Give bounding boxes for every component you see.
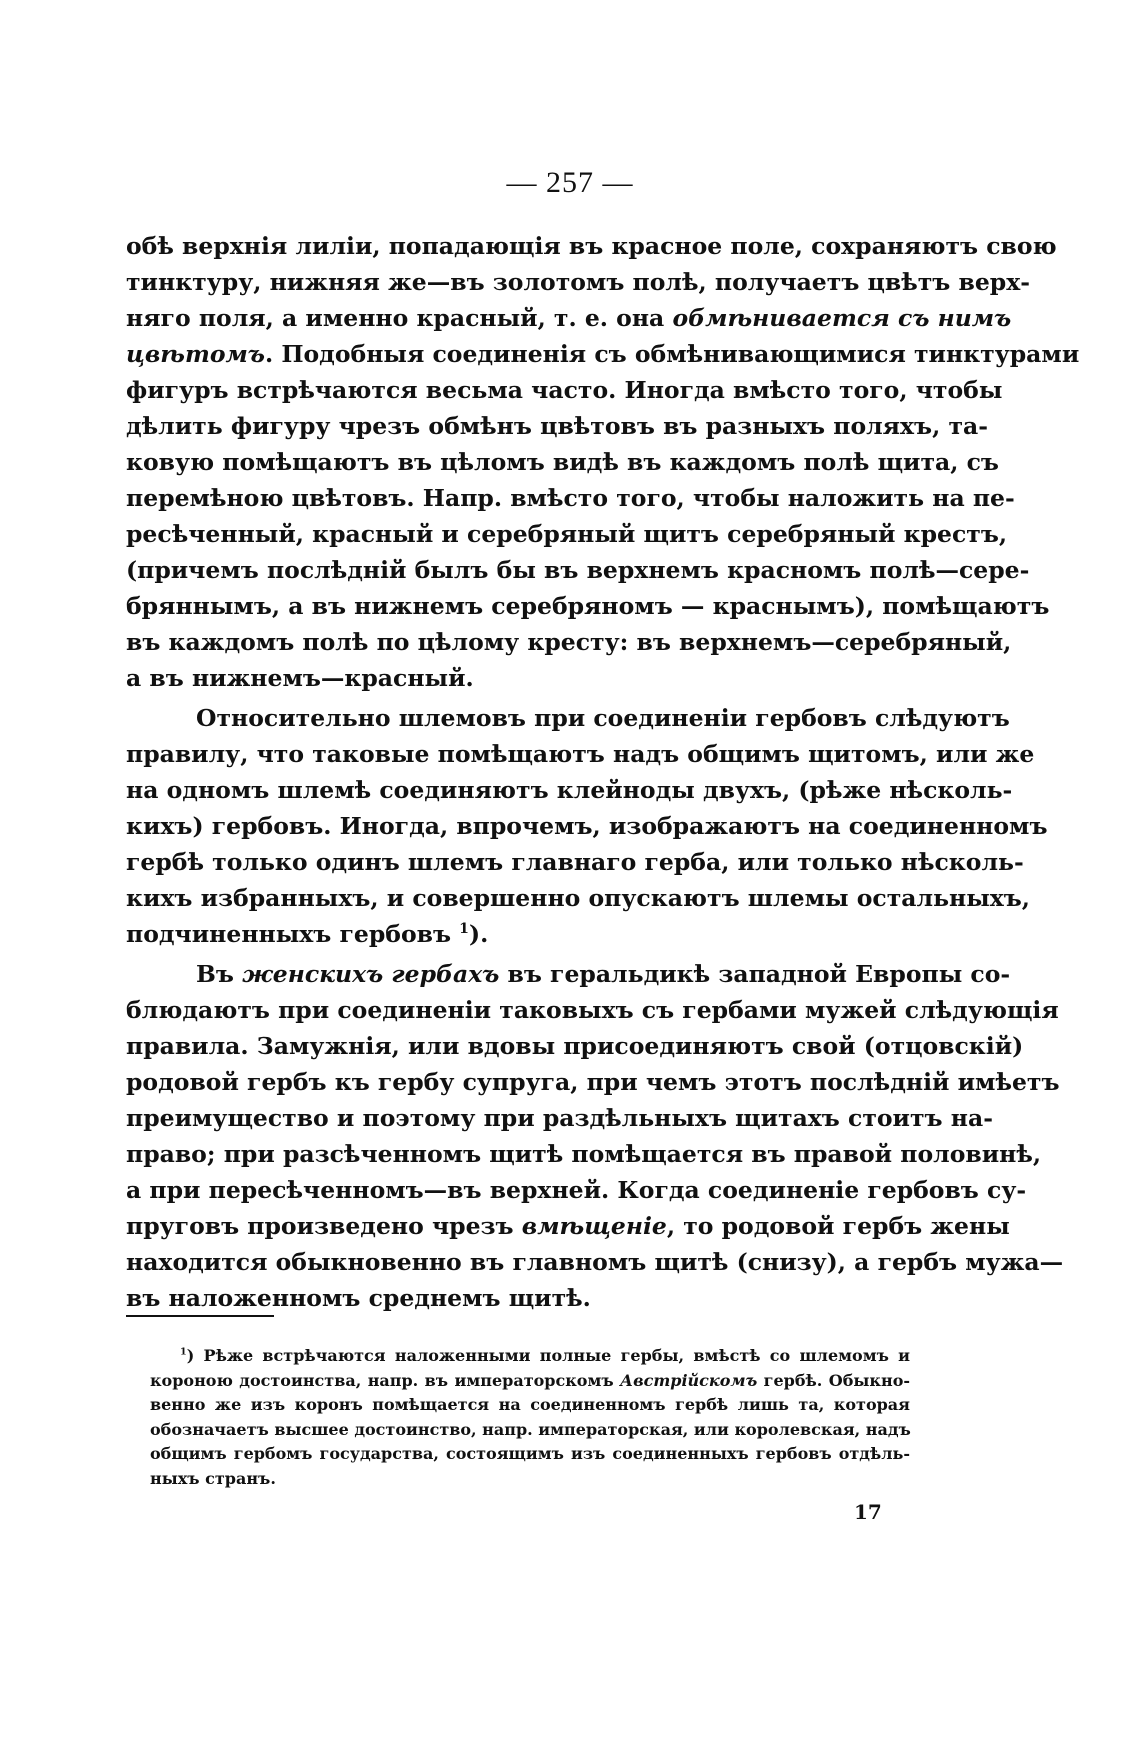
footnotes: [150, 1344, 910, 1491]
footnote-line: ныхъ странъ.: [150, 1468, 276, 1488]
emphasis: Австрійскомъ: [620, 1370, 758, 1390]
text-line: пруговъ произведено чрезъ вмѣщеніе, то родовой гербъ жены: [126, 1212, 1010, 1240]
text-line: цвѣтомъ. Подобныя соединенія съ обмѣнивающимися тинктурами: [126, 340, 1080, 368]
footnote-line: венно же изъ коронъ помѣщается на соединенномъ гербѣ лишь та, которая: [150, 1395, 910, 1414]
emphasis: вмѣщеніе: [521, 1212, 667, 1240]
text-line: няго поля, а именно красный, т. е. она обмѣнивается съ нимъ: [126, 304, 1012, 332]
text-line: а при пересѣченномъ—въ верхней. Когда соединеніе гербовъ су-: [126, 1176, 1027, 1204]
text-line: преимущество и поэтому при раздѣльныхъ щитахъ стоитъ на-: [126, 1104, 993, 1132]
text-line: дѣлить фигуру чрезъ обмѣнъ цвѣтовъ въ разныхъ поляхъ, та-: [126, 412, 988, 440]
text-line: гербѣ только одинъ шлемъ главнаго герба, или только нѣсколь-: [126, 848, 1024, 876]
emphasis: цвѣтомъ: [126, 340, 265, 368]
text-line: ковую помѣщаютъ въ цѣломъ видѣ въ каждомъ полѣ щита, съ: [126, 448, 999, 476]
text-line: правилу, что таковые помѣщаютъ надъ общимъ щитомъ, или же: [126, 740, 1035, 768]
text-line: перемѣною цвѣтовъ. Напр. вмѣсто того, чтобы наложить на пе-: [126, 484, 1015, 512]
text-line: на одномъ шлемѣ соединяютъ клейноды двухъ, (рѣже нѣсколь-: [126, 776, 1013, 804]
text-line: право; при разсѣченномъ щитѣ помѣщается въ правой половинѣ,: [126, 1140, 1042, 1168]
signature-number: 17: [854, 1500, 882, 1524]
text-line: въ наложенномъ среднемъ щитѣ.: [126, 1284, 591, 1312]
footnote-divider: [126, 1315, 274, 1317]
text-line: находится обыкновенно въ главномъ щитѣ (снизу), а гербъ мужа—: [126, 1248, 1064, 1276]
text-line: подчиненныхъ гербовъ $^1$).: [126, 920, 489, 948]
text-line: блюдаютъ при соединеніи таковыхъ съ гербами мужей слѣдующія: [126, 996, 1059, 1024]
text-line: а въ нижнемъ—красный.: [126, 664, 474, 692]
text-line: (причемъ послѣдній былъ бы въ верхнемъ красномъ полѣ—сере-: [126, 556, 1030, 584]
text-line: въ каждомъ полѣ по цѣлому кресту: въ верхнемъ—серебряный,: [126, 628, 1012, 656]
text-line: обѣ верхнія лиліи, попадающія въ красное поле, сохраняютъ свою: [126, 232, 1057, 260]
text-line: бряннымъ, а въ нижнемъ серебряномъ — краснымъ), помѣщаютъ: [126, 592, 1050, 620]
text-line: тинктуру, нижняя же—въ золотомъ полѣ, получаетъ цвѣтъ верх-: [126, 268, 1030, 296]
footnote-line: общимъ гербомъ государства, состоящимъ изъ соединенныхъ гербовъ отдѣль-: [150, 1444, 910, 1463]
footnote-line: короною достоинства, напр. въ императорскомъ Австрійскомъ гербѣ. Обыкно-: [150, 1370, 910, 1390]
footnote-marker: 1: [180, 1346, 187, 1358]
text-line: кихъ) гербовъ. Иногда, впрочемъ, изображаютъ на соединенномъ: [126, 812, 1048, 840]
emphasis: обмѣнивается съ нимъ: [672, 304, 1012, 332]
page-number: — 257 —: [506, 166, 634, 199]
footnote-line: обозначаетъ высшее достоинство, напр. императорская, или королевская, надъ: [150, 1419, 911, 1439]
text-line: правила. Замужнія, или вдовы присоединяютъ свой (отцовскій): [126, 1032, 1024, 1060]
text-line: родовой гербъ къ гербу супруга, при чемъ этотъ послѣдній имѣетъ: [126, 1068, 1060, 1096]
text-line: Въ женскихъ гербахъ въ геральдикѣ западной Европы со-: [196, 960, 1011, 988]
text-line: ресѣченный, красный и серебряный щитъ серебряный крестъ,: [126, 520, 1008, 548]
text-line: Относительно шлемовъ при соединеніи гербовъ слѣдуютъ: [196, 704, 1010, 732]
footnote-line: $^1$) Рѣже встрѣчаются наложенными полные гербы, вмѣстѣ со шлемомъ и: [180, 1346, 910, 1365]
emphasis: женскихъ гербахъ: [242, 960, 500, 988]
footnote-marker: 1: [459, 921, 469, 938]
body-text: [126, 228, 1080, 1316]
text-line: фигуръ встрѣчаются весьма часто. Иногда вмѣсто того, чтобы: [126, 376, 1003, 404]
text-line: кихъ избранныхъ, и совершенно опускаютъ шлемы остальныхъ,: [126, 884, 1030, 912]
